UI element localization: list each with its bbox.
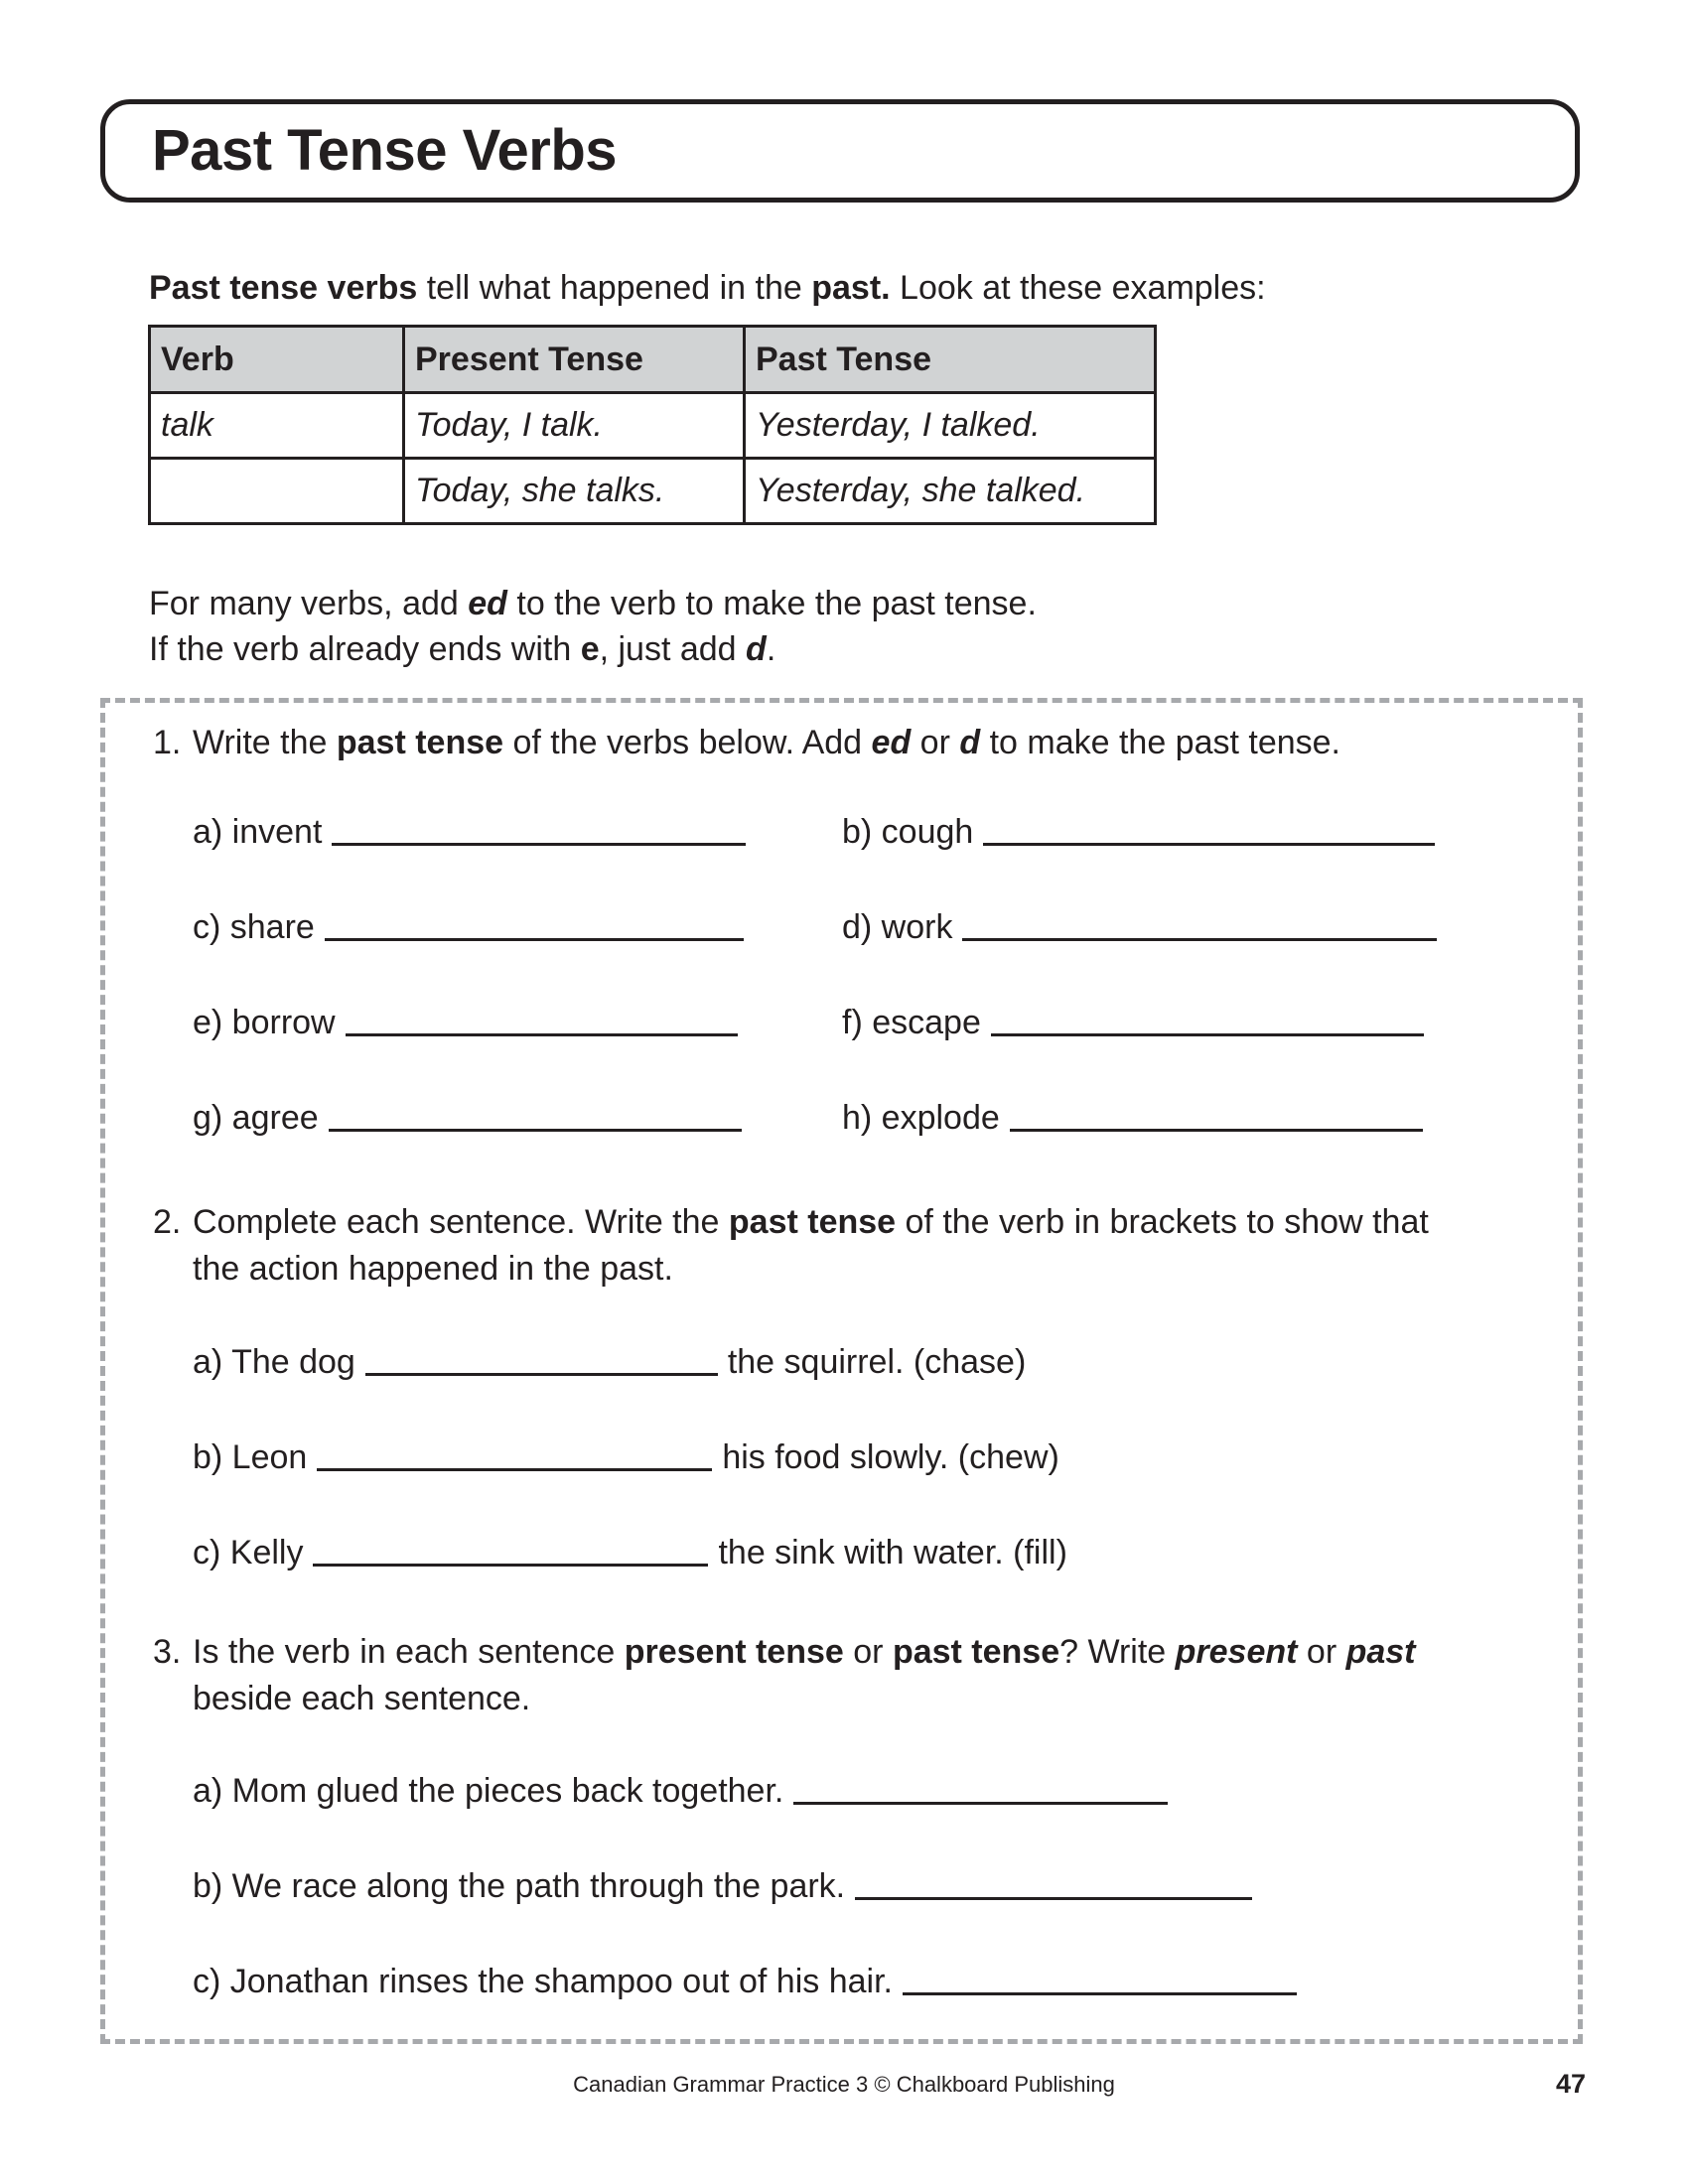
item-label-after: his food slowly. (chew) — [722, 1438, 1059, 1476]
question-text-part: or — [843, 1633, 893, 1671]
item-label: a) invent — [193, 813, 323, 851]
item-label: d) work — [842, 908, 953, 946]
item-label-after: the squirrel. (chase) — [727, 1343, 1027, 1381]
q3-item-c — [193, 1963, 1307, 2001]
answer-blank[interactable] — [332, 813, 746, 846]
answer-blank[interactable] — [313, 1534, 708, 1567]
question-text-line-2: the action happened in the past. — [193, 1250, 673, 1288]
question-text-part: to make the past tense. — [980, 724, 1341, 761]
page-number: 47 — [1555, 2069, 1586, 2099]
question-number: 3. — [153, 1633, 182, 1671]
q2-item-b — [193, 1438, 1059, 1477]
q1-item-e — [193, 1004, 748, 1042]
intro-text-2: Look at these examples: — [890, 269, 1266, 307]
table-header-row — [150, 327, 1156, 393]
q1-item-d — [842, 908, 1447, 947]
answer-blank[interactable] — [991, 1004, 1424, 1036]
item-label: h) explode — [842, 1099, 1000, 1137]
intro-bold-2: past. — [811, 269, 891, 307]
answer-blank[interactable] — [317, 1438, 712, 1471]
question-text-part: Is the verb in each sentence — [193, 1633, 625, 1671]
q1-item-b — [842, 813, 1445, 852]
q2-item-c — [193, 1534, 1067, 1572]
question-text — [193, 1629, 1416, 1676]
rule-text: , just add — [599, 630, 747, 668]
exercise-box — [100, 698, 1583, 2044]
intro-text — [149, 268, 1266, 308]
question-text-part: ? Write — [1059, 1633, 1176, 1671]
answer-blank[interactable] — [346, 1004, 738, 1036]
answer-blank[interactable] — [793, 1772, 1168, 1805]
rule-emphasis: e — [580, 630, 600, 668]
q1-item-c — [193, 908, 754, 947]
item-label: a) Mom glued the pieces back together. — [193, 1772, 784, 1810]
q3-item-a — [193, 1772, 1178, 1811]
table-header-present: Present Tense — [404, 327, 745, 393]
table-header-past: Past Tense — [745, 327, 1156, 393]
q2-item-a — [193, 1343, 1026, 1382]
question-text-part: or — [1297, 1633, 1346, 1671]
item-label: c) share — [193, 908, 315, 946]
table-row — [150, 393, 1156, 459]
table-cell: talk — [150, 393, 404, 459]
question-emphasis: past tense — [892, 1633, 1060, 1671]
item-label: c) Kelly — [193, 1534, 304, 1571]
question-text — [193, 1199, 1429, 1246]
rule-line-2 — [149, 626, 1037, 672]
rule-emphasis: d — [746, 630, 767, 668]
question-text-line-2: beside each sentence. — [193, 1680, 531, 1717]
answer-blank[interactable] — [962, 908, 1437, 941]
item-label: b) Leon — [193, 1438, 308, 1476]
question-emphasis: present tense — [624, 1633, 844, 1671]
question-text-part: Complete each sentence. Write the — [193, 1203, 729, 1241]
question-number: 2. — [153, 1203, 182, 1241]
title-box — [100, 99, 1580, 203]
rule-text: For many verbs, add — [149, 585, 469, 622]
question-emphasis: past tense — [728, 1203, 897, 1241]
table-header-verb: Verb — [150, 327, 404, 393]
question-emphasis: past tense — [336, 724, 504, 761]
q1-item-h — [842, 1099, 1433, 1138]
answer-blank[interactable] — [365, 1343, 718, 1376]
rule-text: . — [766, 630, 776, 668]
item-label-after: the sink with water. (fill) — [718, 1534, 1067, 1571]
item-label: f) escape — [842, 1004, 981, 1041]
question-emphasis: past — [1345, 1633, 1416, 1671]
answer-blank[interactable] — [329, 1099, 742, 1132]
question-emphasis: ed — [871, 724, 912, 761]
q3-item-b — [193, 1867, 1262, 1906]
intro-text-1: tell what happened in the — [417, 269, 812, 307]
question-text-part: of the verbs below. Add — [503, 724, 872, 761]
item-label: a) The dog — [193, 1343, 355, 1381]
rule-emphasis: ed — [468, 585, 507, 622]
rule-line-1 — [149, 581, 1037, 626]
q1-item-g — [193, 1099, 752, 1138]
answer-blank[interactable] — [903, 1963, 1297, 1995]
table-cell: Today, she talks. — [404, 459, 745, 524]
question-text-part: or — [911, 724, 960, 761]
table-cell: Yesterday, I talked. — [745, 393, 1156, 459]
item-label: e) borrow — [193, 1004, 336, 1041]
item-label: b) We race along the path through the park. — [193, 1867, 846, 1905]
q1-item-f — [842, 1004, 1434, 1042]
question-text-part: Write the — [193, 724, 337, 761]
question-number: 1. — [153, 724, 182, 761]
question-emphasis: present — [1175, 1633, 1298, 1671]
question-text — [193, 720, 1340, 766]
table-cell: Yesterday, she talked. — [745, 459, 1156, 524]
answer-blank[interactable] — [325, 908, 744, 941]
page-title: Past Tense Verbs — [152, 118, 618, 183]
item-label: g) agree — [193, 1099, 319, 1137]
table-cell — [150, 459, 404, 524]
footer-credit: Canadian Grammar Practice 3 © Chalkboard Publishing — [573, 2072, 1115, 2097]
table-row — [150, 459, 1156, 524]
question-text-part: of the verb in brackets to show that — [896, 1203, 1429, 1241]
q1-item-a — [193, 813, 756, 852]
item-label: b) cough — [842, 813, 974, 851]
rule-text: to the verb to make the past tense. — [506, 585, 1037, 622]
item-label: c) Jonathan rinses the shampoo out of his hair. — [193, 1963, 893, 2000]
answer-blank[interactable] — [983, 813, 1435, 846]
rules-text — [149, 581, 1037, 672]
example-table — [148, 325, 1157, 525]
rule-text: If the verb already ends with — [149, 630, 581, 668]
intro-bold-1: Past tense verbs — [149, 269, 418, 307]
answer-blank[interactable] — [1010, 1099, 1423, 1132]
table-cell: Today, I talk. — [404, 393, 745, 459]
question-emphasis: d — [959, 724, 981, 761]
answer-blank[interactable] — [855, 1867, 1252, 1900]
